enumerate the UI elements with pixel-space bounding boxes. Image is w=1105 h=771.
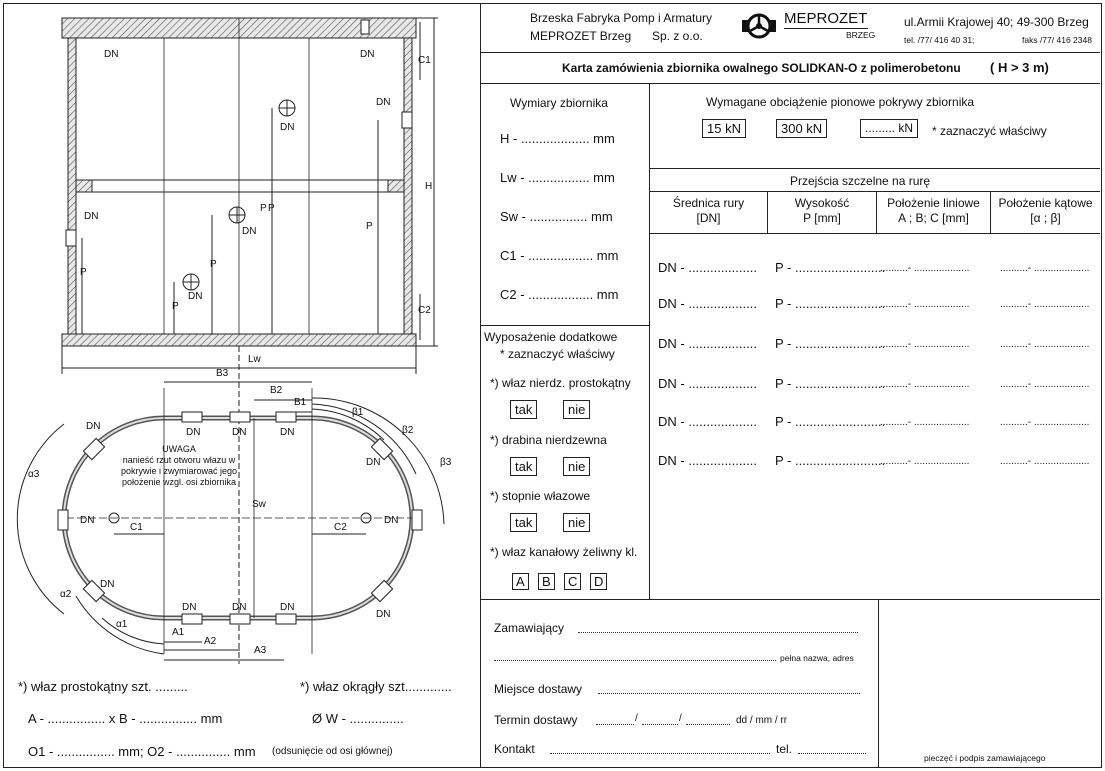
- client-full-name-note: pełna nazwa, adres: [780, 653, 854, 663]
- contact-line[interactable]: [550, 753, 770, 754]
- row4-ang[interactable]: ..........- ....................: [1000, 379, 1090, 390]
- passages-head-bottom: [649, 233, 1100, 234]
- label-p-3: P: [210, 259, 217, 270]
- label-p-5: P: [268, 203, 275, 214]
- label-a3: A3: [254, 645, 267, 656]
- label-alpha2: α2: [60, 589, 72, 600]
- o-note: (odsunięcie od osi głównej): [272, 746, 393, 757]
- label-b1: B1: [294, 397, 307, 408]
- label-dn-p12: DN: [376, 609, 391, 620]
- label-dn-4: DN: [280, 122, 295, 133]
- load-300kn[interactable]: 300 kN: [776, 119, 827, 138]
- label-p-2: P: [172, 301, 179, 312]
- dimensions-heading: Wymiary zbiornika: [510, 96, 608, 110]
- company-address: ul.Armii Krajowej 40; 49-300 Brzeg: [904, 15, 1089, 29]
- label-dn-p7: DN: [384, 515, 399, 526]
- label-beta2: β2: [402, 425, 414, 436]
- label-a1: A1: [172, 627, 185, 638]
- ab-text[interactable]: A - ................ x B - ................ mm: [28, 711, 223, 726]
- passages-top: [649, 168, 1100, 169]
- dim-divider: [649, 83, 650, 599]
- passages-sub: [649, 191, 1100, 192]
- header-divider: [480, 52, 1100, 53]
- term-year[interactable]: [686, 724, 730, 725]
- company-phone: tel. /77/ 416 40 31;: [904, 35, 975, 45]
- order-divider: [480, 599, 1100, 600]
- label-dn-p4: DN: [280, 427, 295, 438]
- load-heading: Wymagane obciążenie pionowe pokrywy zbiornika: [706, 95, 975, 109]
- stamp-divider: [878, 599, 879, 767]
- label-dn-p3: DN: [232, 427, 247, 438]
- row3-ang[interactable]: ..........- ....................: [1000, 339, 1090, 350]
- label-c1: C1: [418, 55, 431, 66]
- label-beta3: β3: [440, 457, 452, 468]
- row1-lin[interactable]: ..........- ....................: [880, 263, 970, 274]
- equip-4-c[interactable]: C: [564, 573, 581, 590]
- label-lw: Lw: [248, 354, 261, 365]
- term-month[interactable]: [642, 724, 678, 725]
- label-a2: A2: [204, 636, 217, 647]
- dim-lw-field[interactable]: Lw - ................. mm: [500, 170, 615, 185]
- col-head-lin: [877, 196, 990, 226]
- label-dn-p11: DN: [280, 602, 295, 613]
- row6-dn[interactable]: DN - ...................: [658, 453, 757, 468]
- equip-2-tak[interactable]: tak: [510, 457, 537, 476]
- row2-ang[interactable]: ..........- ....................: [1000, 299, 1090, 310]
- term-slash-2: /: [679, 713, 682, 724]
- label-dn-1: DN: [104, 49, 119, 60]
- term-slash-1: /: [635, 713, 638, 724]
- col-head-ang: [991, 196, 1100, 226]
- row5-p[interactable]: P - .........................: [775, 414, 886, 429]
- hatch-round-text[interactable]: *) właz okrągły szt.............: [300, 679, 452, 694]
- logo-rule: [784, 28, 868, 29]
- equip-1-nie[interactable]: nie: [563, 400, 590, 419]
- label-dn-p1: DN: [86, 421, 101, 432]
- tank-drawing: [4, 4, 480, 668]
- hatch-rect-text[interactable]: *) właz prostokątny szt. .........: [18, 679, 188, 694]
- col-head-lin-1: Położenie liniowe: [887, 196, 980, 210]
- load-note: * zaznaczyć właściwy: [932, 124, 1047, 138]
- label-dn-7: DN: [188, 291, 203, 302]
- note-title: UWAGA: [162, 444, 196, 454]
- label-dn-p2: DN: [186, 427, 201, 438]
- note-line-1: nanieść rzut otworu włazu w: [122, 455, 236, 465]
- row5-dn[interactable]: DN - ...................: [658, 414, 757, 429]
- note-line-3: położenie wzgl. osi zbiornika: [121, 477, 237, 487]
- label-b3: B3: [216, 368, 229, 379]
- form-title: Karta zamówienia zbiornika owalnego SOLIDKAN-O z polimerobetonu: [562, 61, 961, 75]
- equip-3-nie[interactable]: nie: [563, 513, 590, 532]
- label-dn-3: DN: [376, 97, 391, 108]
- term-day[interactable]: [596, 724, 634, 725]
- col-head-ang-1: Położenie kątowe: [998, 196, 1093, 210]
- row5-lin[interactable]: ..........- ....................: [880, 417, 970, 428]
- row6-p[interactable]: P - .........................: [775, 453, 886, 468]
- equip-1-tak[interactable]: tak: [510, 400, 537, 419]
- row6-ang[interactable]: ..........- ....................: [1000, 456, 1090, 467]
- row3-lin[interactable]: ..........- ....................: [880, 339, 970, 350]
- row1-ang[interactable]: ..........- ....................: [1000, 263, 1090, 274]
- equip-item-4: *) właz kanałowy żeliwny kl.: [490, 545, 638, 559]
- contact-label: Kontakt: [494, 742, 535, 756]
- client-line[interactable]: [578, 632, 858, 633]
- label-dn-p5: DN: [366, 457, 381, 468]
- client-label: Zamawiający: [494, 621, 565, 635]
- equip-4-b[interactable]: B: [538, 573, 555, 590]
- o-text[interactable]: O1 - ................ mm; O2 - ............... mm: [28, 744, 256, 759]
- label-p-1: P: [80, 267, 87, 278]
- form-title-condition: ( H > 3 m): [990, 60, 1049, 75]
- label-dn-5: DN: [84, 211, 99, 222]
- equip-item-3: *) stopnie włazowe: [490, 489, 591, 503]
- label-dn-p9: DN: [182, 602, 197, 613]
- label-dn-6: DN: [242, 226, 257, 237]
- term-format: dd / mm / rr: [736, 715, 788, 726]
- drawing-note: [104, 444, 254, 488]
- label-p-4: P: [260, 203, 267, 214]
- meprozet-logo-icon: [740, 12, 778, 40]
- note-line-2: pokrywie i zwymiarować jego: [120, 466, 238, 476]
- label-c1-plan: C1: [130, 522, 143, 533]
- title-divider: [480, 83, 1100, 84]
- col-head-p-2: P [mm]: [803, 211, 841, 225]
- row3-dn[interactable]: DN - ...................: [658, 336, 757, 351]
- label-dn-p10: DN: [232, 602, 247, 613]
- dim-c1-field[interactable]: C1 - .................. mm: [500, 248, 619, 263]
- bottom-slab: [62, 334, 416, 346]
- row4-p[interactable]: P - .........................: [775, 376, 886, 391]
- row4-dn[interactable]: DN - ...................: [658, 376, 757, 391]
- col-head-dn: [650, 196, 767, 226]
- place-label: Miejsce dostawy: [494, 682, 583, 696]
- logo-sub: BRZEG: [846, 30, 876, 40]
- row2-dn[interactable]: DN - ...................: [658, 296, 757, 311]
- equipment-divider: [480, 325, 649, 326]
- place-line[interactable]: [598, 693, 860, 694]
- stamp-note: pieczęć i podpis zamawiającego: [924, 753, 1046, 763]
- equipment-note: * zaznaczyć właściwy: [500, 347, 615, 361]
- row4-lin[interactable]: ..........- ....................: [880, 379, 970, 390]
- equip-3-tak[interactable]: tak: [510, 513, 537, 532]
- col-head-lin-2: A ; B; C [mm]: [898, 211, 969, 225]
- company-name-1: Brzeska Fabryka Pomp i Armatury: [530, 11, 713, 25]
- column-divider: [480, 3, 481, 767]
- tel-line[interactable]: [798, 753, 866, 754]
- label-dn-p8: DN: [100, 579, 115, 590]
- row3-p[interactable]: P - .........................: [775, 336, 886, 351]
- row2-lin[interactable]: ..........- ....................: [880, 299, 970, 310]
- company-fax: faks /77/ 416 2348: [1022, 35, 1092, 45]
- row1-dn[interactable]: DN - ...................: [658, 260, 757, 275]
- load-custom[interactable]: ......... kN: [860, 119, 918, 138]
- col-head-p: [768, 196, 876, 226]
- equipment-heading: Wyposażenie dodatkowe: [484, 330, 618, 344]
- label-alpha3: α3: [28, 469, 40, 480]
- label-dn-2: DN: [360, 49, 375, 60]
- label-p-6: P: [366, 221, 373, 232]
- passages-heading: Przejścia szczelne na rurę: [790, 174, 931, 188]
- label-c2-plan: C2: [334, 522, 347, 533]
- tel-label: tel.: [776, 742, 793, 756]
- equip-2-nie[interactable]: nie: [563, 457, 590, 476]
- equip-item-2: *) drabina nierdzewna: [490, 433, 607, 447]
- left-wall: [68, 38, 76, 334]
- row6-lin[interactable]: ..........- ....................: [880, 456, 970, 467]
- company-legal: Sp. z o.o.: [652, 29, 703, 43]
- company-name-2: MEPROZET Brzeg: [530, 29, 632, 43]
- logo-text: MEPROZET: [784, 10, 868, 27]
- load-15kn[interactable]: 15 kN: [702, 119, 746, 138]
- equip-4-d[interactable]: D: [590, 573, 607, 590]
- row1-p[interactable]: P - .........................: [775, 260, 886, 275]
- equip-4-a[interactable]: A: [512, 573, 529, 590]
- right-wall: [404, 38, 412, 334]
- col-head-p-1: Wysokość: [794, 196, 850, 210]
- col-head-dn-2: [DN]: [696, 211, 721, 225]
- row2-p[interactable]: P - .........................: [775, 296, 886, 311]
- row5-ang[interactable]: ..........- ....................: [1000, 417, 1090, 428]
- term-label: Termin dostawy: [494, 713, 578, 727]
- label-dn-p6: DN: [80, 515, 95, 526]
- label-c2: C2: [418, 305, 431, 316]
- label-sw: Sw: [252, 499, 266, 510]
- dim-c2-field[interactable]: C2 - .................. mm: [500, 287, 619, 302]
- w-text[interactable]: Ø W - ...............: [312, 711, 404, 726]
- label-h: H: [425, 181, 433, 192]
- label-alpha1: α1: [116, 619, 128, 630]
- col-head-dn-1: Średnica rury: [672, 196, 745, 210]
- dim-h-field[interactable]: H - ................... mm: [500, 131, 615, 146]
- label-b2: B2: [270, 385, 283, 396]
- equip-item-1: *) właz nierdz. prostokątny: [490, 376, 631, 390]
- client-line-2[interactable]: [494, 660, 776, 661]
- dim-sw-field[interactable]: Sw - ................ mm: [500, 209, 613, 224]
- label-beta1: β1: [352, 407, 364, 418]
- col-head-ang-2: [α ; β]: [1030, 211, 1061, 225]
